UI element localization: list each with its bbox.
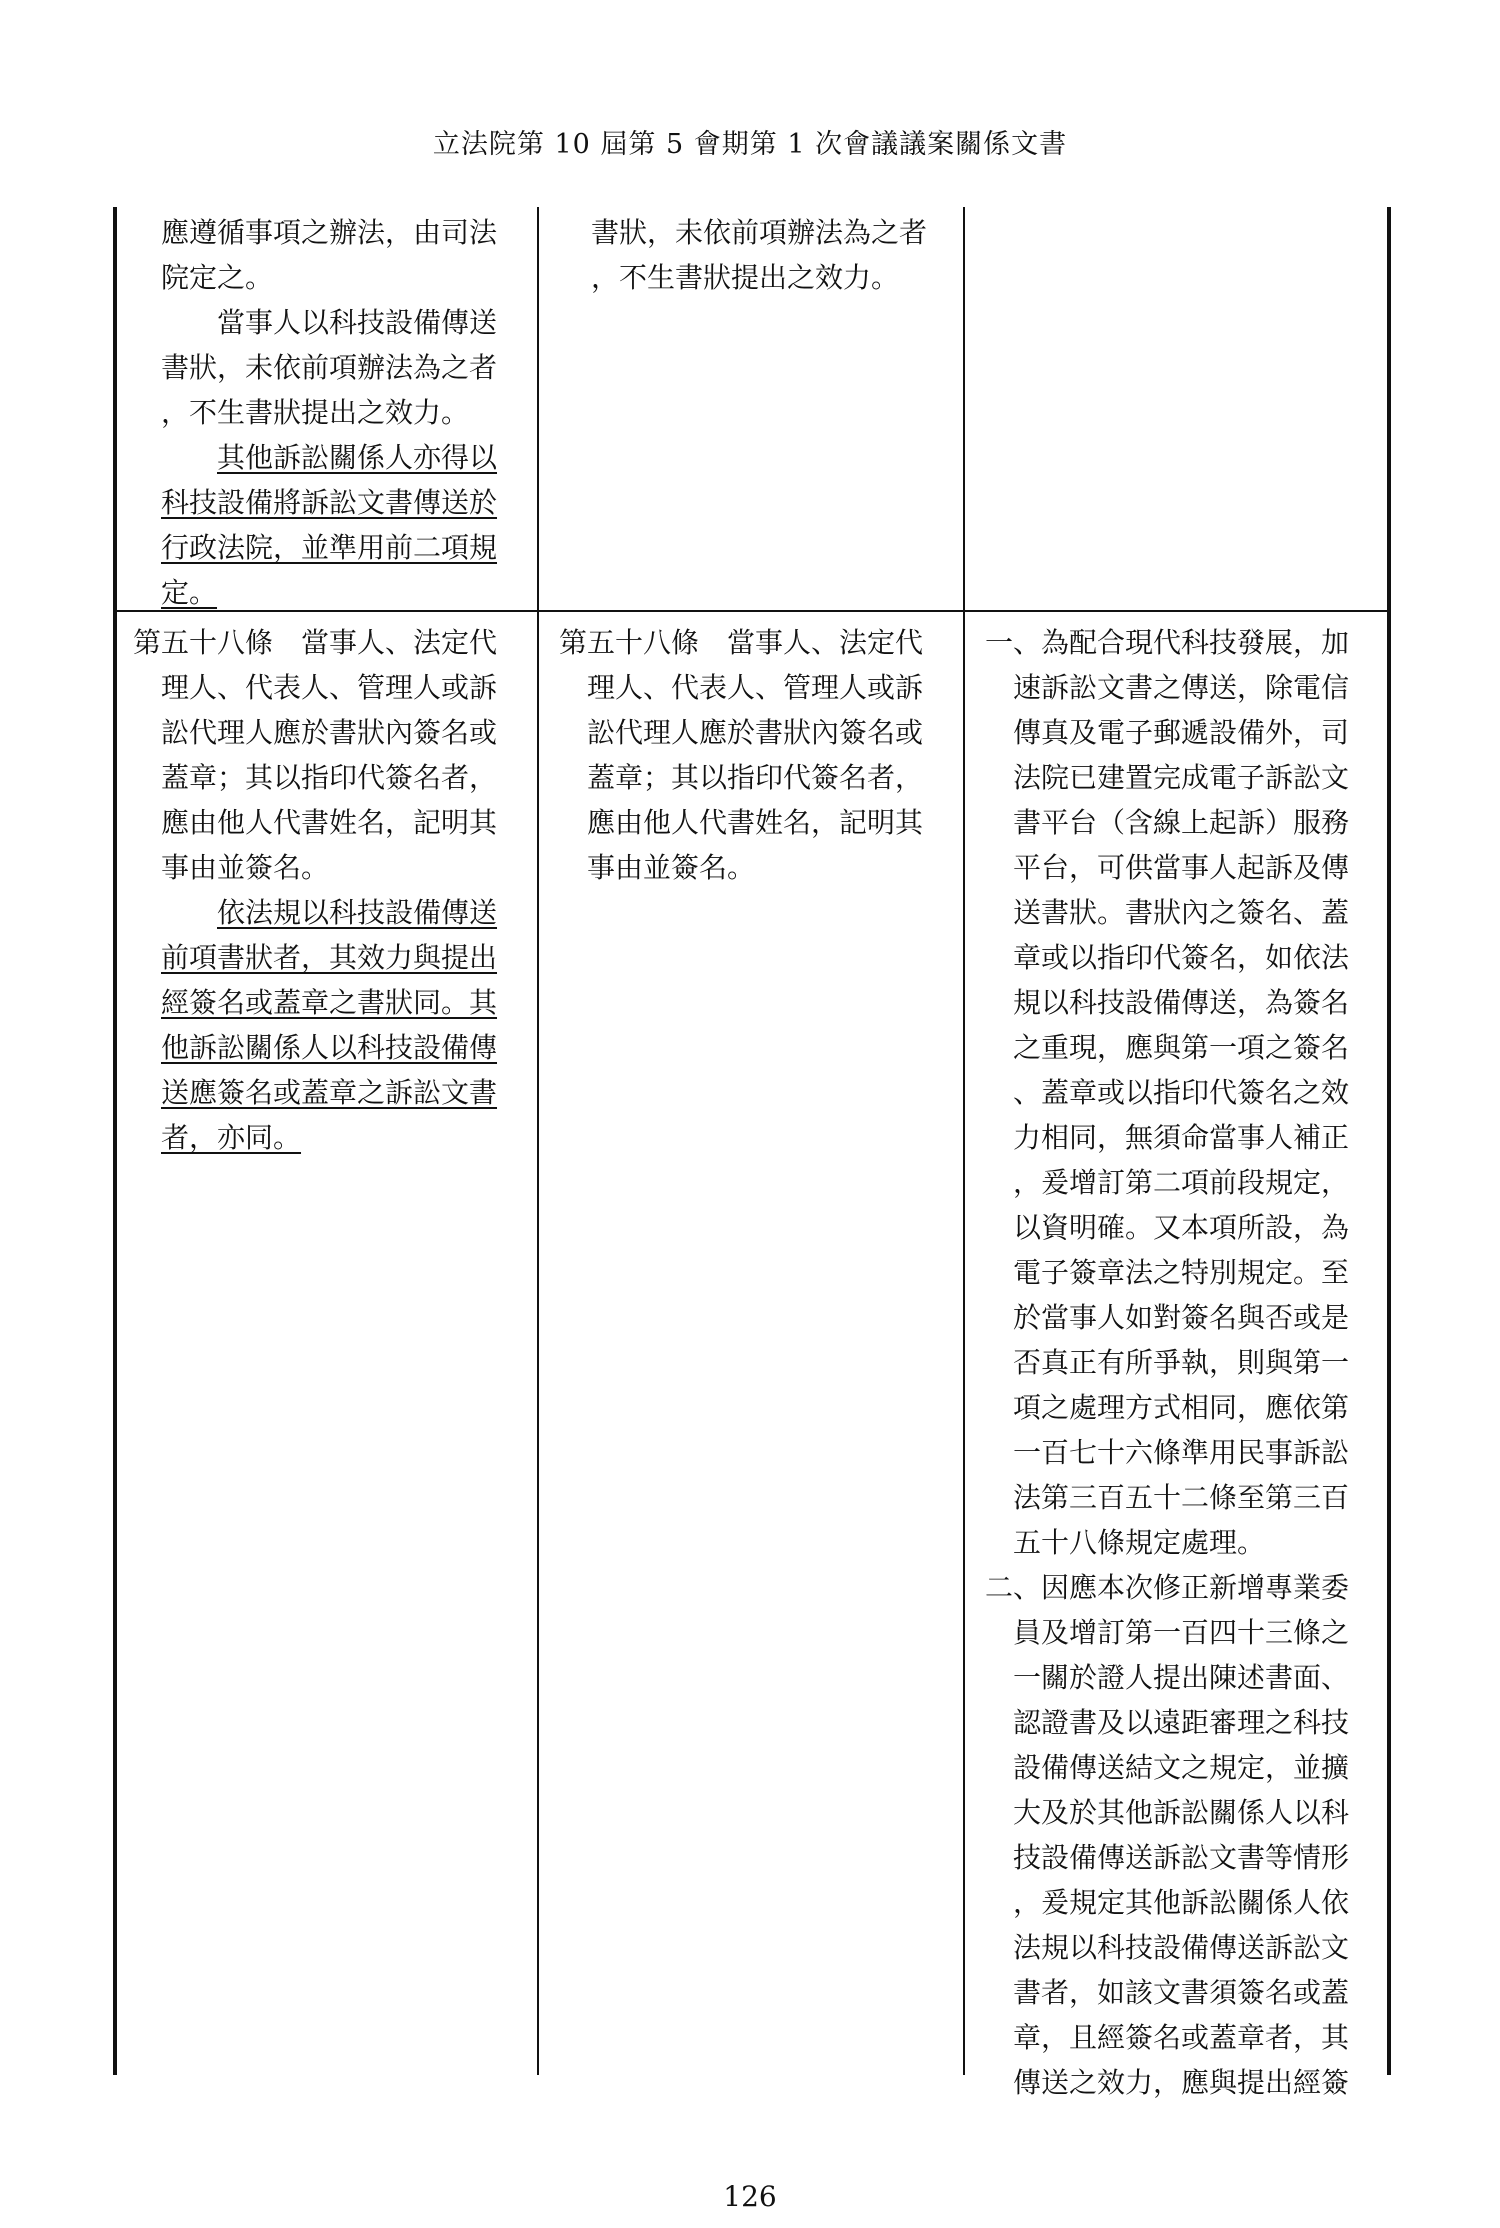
row1-current-text-cell — [591, 210, 963, 300]
text-line — [985, 980, 1385, 1025]
text-line — [559, 845, 959, 890]
underlined-text: 行政法院，並準用前二項規 — [161, 531, 498, 564]
row2-explanation-cell — [985, 620, 1385, 2105]
text-line — [985, 1430, 1385, 1475]
text-line — [559, 800, 959, 845]
text-line — [985, 1655, 1385, 1700]
line-text: 以資明確。又本項所設，為 — [1013, 1211, 1350, 1244]
text-line — [133, 755, 533, 800]
text-line — [559, 665, 959, 710]
row2-amended-text-cell — [133, 620, 533, 1160]
text-line — [591, 210, 963, 255]
line-text: 傳送之效力，應與提出經簽 — [1013, 2066, 1350, 2099]
text-line — [161, 345, 533, 390]
text-line — [985, 1565, 1385, 1610]
line-text: 員及增訂第一百四十三條之 — [1013, 1616, 1350, 1649]
text-line — [985, 1475, 1385, 1520]
text-line — [985, 2060, 1385, 2105]
text-line — [985, 1250, 1385, 1295]
line-text: 書狀，未依前項辦法為之者 — [161, 351, 498, 384]
text-line — [161, 525, 533, 570]
text-line — [133, 1070, 533, 1115]
line-text: 認證書及以遠距審理之科技 — [1013, 1706, 1350, 1739]
line-text: 五十八條規定處理。 — [1013, 1526, 1266, 1559]
text-line — [985, 845, 1385, 890]
text-line — [985, 890, 1385, 935]
page-number: 126 — [723, 2180, 777, 2213]
text-line — [985, 1925, 1385, 1970]
line-text: 平台，可供當事人起訴及傳 — [1013, 851, 1350, 884]
text-line — [985, 1520, 1385, 1565]
line-text: 書者，如該文書須簽名或蓋 — [1013, 1976, 1350, 2009]
text-line — [985, 665, 1385, 710]
line-text: 速訴訟文書之傳送，除電信 — [1013, 671, 1350, 704]
line-text: 書狀，未依前項辦法為之者 — [591, 216, 928, 249]
line-text: ，不生書狀提出之效力。 — [161, 396, 470, 429]
text-line — [985, 1115, 1385, 1160]
text-line — [985, 1025, 1385, 1070]
text-line — [161, 300, 533, 345]
text-line — [133, 620, 533, 665]
line-text: 電子簽章法之特別規定。至 — [1013, 1256, 1350, 1289]
text-line — [133, 1025, 533, 1070]
underlined-text: 定。 — [161, 576, 218, 609]
line-text: 應由他人代書姓名，記明其 — [587, 806, 924, 839]
text-line — [985, 1970, 1385, 2015]
underlined-text: 送應簽名或蓋章之訴訟文書 — [161, 1076, 498, 1109]
table-border-right — [1387, 207, 1391, 2075]
line-text: 訟代理人應於書狀內簽名或 — [587, 716, 924, 749]
text-line — [985, 1700, 1385, 1745]
text-line — [559, 755, 959, 800]
text-line — [133, 980, 533, 1025]
line-text: 、蓋章或以指印代簽名之效 — [1013, 1076, 1350, 1109]
line-text: 事由並簽名。 — [161, 851, 330, 884]
text-line — [133, 845, 533, 890]
text-line — [985, 755, 1385, 800]
line-text: 大及於其他訴訟關係人以科 — [1013, 1796, 1350, 1829]
underlined-text: 他訴訟關係人以科技設備傳 — [161, 1031, 498, 1064]
text-line — [133, 665, 533, 710]
line-text: 一百七十六條準用民事訴訟 — [1013, 1436, 1350, 1469]
line-text: 二、因應本次修正新增專業委 — [985, 1571, 1350, 1604]
text-line — [985, 1070, 1385, 1115]
line-text: 傳真及電子郵遞設備外，司 — [1013, 716, 1350, 749]
text-line — [985, 1610, 1385, 1655]
text-line — [985, 1295, 1385, 1340]
underlined-text: 其他訴訟關係人亦得以 — [217, 441, 498, 474]
text-line — [133, 935, 533, 980]
line-text: 於當事人如對簽名與否或是 — [1013, 1301, 1350, 1334]
text-line — [985, 710, 1385, 755]
text-line — [161, 435, 533, 480]
line-text: 院定之。 — [161, 261, 274, 294]
text-line — [985, 1340, 1385, 1385]
line-text: 規以科技設備傳送，為簽名 — [1013, 986, 1350, 1019]
table-border-left — [113, 207, 117, 2075]
text-line — [985, 1385, 1385, 1430]
text-line — [161, 210, 533, 255]
text-line — [161, 255, 533, 300]
line-text: 之重現，應與第一項之簽名 — [1013, 1031, 1350, 1064]
line-text: 事由並簽名。 — [587, 851, 756, 884]
row1-amended-text-cell — [161, 210, 533, 615]
row2-current-text-cell — [559, 620, 959, 890]
line-text: 應由他人代書姓名，記明其 — [161, 806, 498, 839]
text-line — [985, 1745, 1385, 1790]
line-text: 當事人以科技設備傳送 — [217, 306, 498, 339]
text-line — [133, 710, 533, 755]
text-line — [591, 255, 963, 300]
line-text: ，爰增訂第二項前段規定， — [1013, 1166, 1350, 1199]
line-text: 送書狀。書狀內之簽名、蓋 — [1013, 896, 1350, 929]
line-text: 章，且經簽名或蓋章者，其 — [1013, 2021, 1350, 2054]
text-line — [985, 620, 1385, 665]
line-text: 蓋章；其以指印代簽名者， — [587, 761, 924, 794]
line-text: ，不生書狀提出之效力。 — [591, 261, 900, 294]
line-text: 第五十八條 當事人、法定代 — [559, 626, 924, 659]
underlined-text: 依法規以科技設備傳送 — [217, 896, 498, 929]
page-header-title: 立法院第 10 屆第 5 會期第 1 次會議議案關係文書 — [432, 129, 1068, 160]
line-text: 應遵循事項之辦法，由司法 — [161, 216, 498, 249]
column-divider-2 — [963, 207, 965, 2075]
line-text: 理人、代表人、管理人或訴 — [161, 671, 498, 704]
column-divider-1 — [537, 207, 539, 2075]
line-text: 章或以指印代簽名，如依法 — [1013, 941, 1350, 974]
line-text: 一關於證人提出陳述書面、 — [1013, 1661, 1350, 1694]
line-text: 設備傳送結文之規定，並擴 — [1013, 1751, 1350, 1784]
line-text: 項之處理方式相同，應依第 — [1013, 1391, 1350, 1424]
line-text: 技設備傳送訴訟文書等情形 — [1013, 1841, 1350, 1874]
line-text: 一、為配合現代科技發展，加 — [985, 626, 1350, 659]
line-text: 理人、代表人、管理人或訴 — [587, 671, 924, 704]
underlined-text: 前項書狀者，其效力與提出 — [161, 941, 498, 974]
text-line — [161, 390, 533, 435]
underlined-text: 科技設備將訴訟文書傳送於 — [161, 486, 498, 519]
text-line — [133, 890, 533, 935]
text-line — [985, 1205, 1385, 1250]
text-line — [985, 800, 1385, 845]
line-text: 力相同，無須命當事人補正 — [1013, 1121, 1350, 1154]
line-text: 書平台（含線上起訴）服務 — [1013, 806, 1350, 839]
text-line — [985, 1790, 1385, 1835]
line-text: 法院已建置完成電子訴訟文 — [1013, 761, 1350, 794]
line-text: ，爰規定其他訴訟關係人依 — [1013, 1886, 1350, 1919]
line-text: 法規以科技設備傳送訴訟文 — [1013, 1931, 1350, 1964]
line-text: 第五十八條 當事人、法定代 — [133, 626, 498, 659]
text-line — [985, 1160, 1385, 1205]
text-line — [559, 710, 959, 755]
line-text: 否真正有所爭執，則與第一 — [1013, 1346, 1350, 1379]
text-line — [985, 2015, 1385, 2060]
line-text: 蓋章；其以指印代簽名者， — [161, 761, 498, 794]
text-line — [161, 480, 533, 525]
line-text: 法第三百五十二條至第三百 — [1013, 1481, 1350, 1514]
text-line — [985, 1835, 1385, 1880]
comparison-table — [113, 207, 1391, 2099]
underlined-text: 經簽名或蓋章之書狀同。其 — [161, 986, 498, 1019]
text-line — [161, 570, 533, 615]
text-line — [133, 1115, 533, 1160]
text-line — [985, 935, 1385, 980]
text-line — [133, 800, 533, 845]
text-line — [985, 1880, 1385, 1925]
text-line — [559, 620, 959, 665]
line-text: 訟代理人應於書狀內簽名或 — [161, 716, 498, 749]
underlined-text: 者，亦同。 — [161, 1121, 302, 1154]
